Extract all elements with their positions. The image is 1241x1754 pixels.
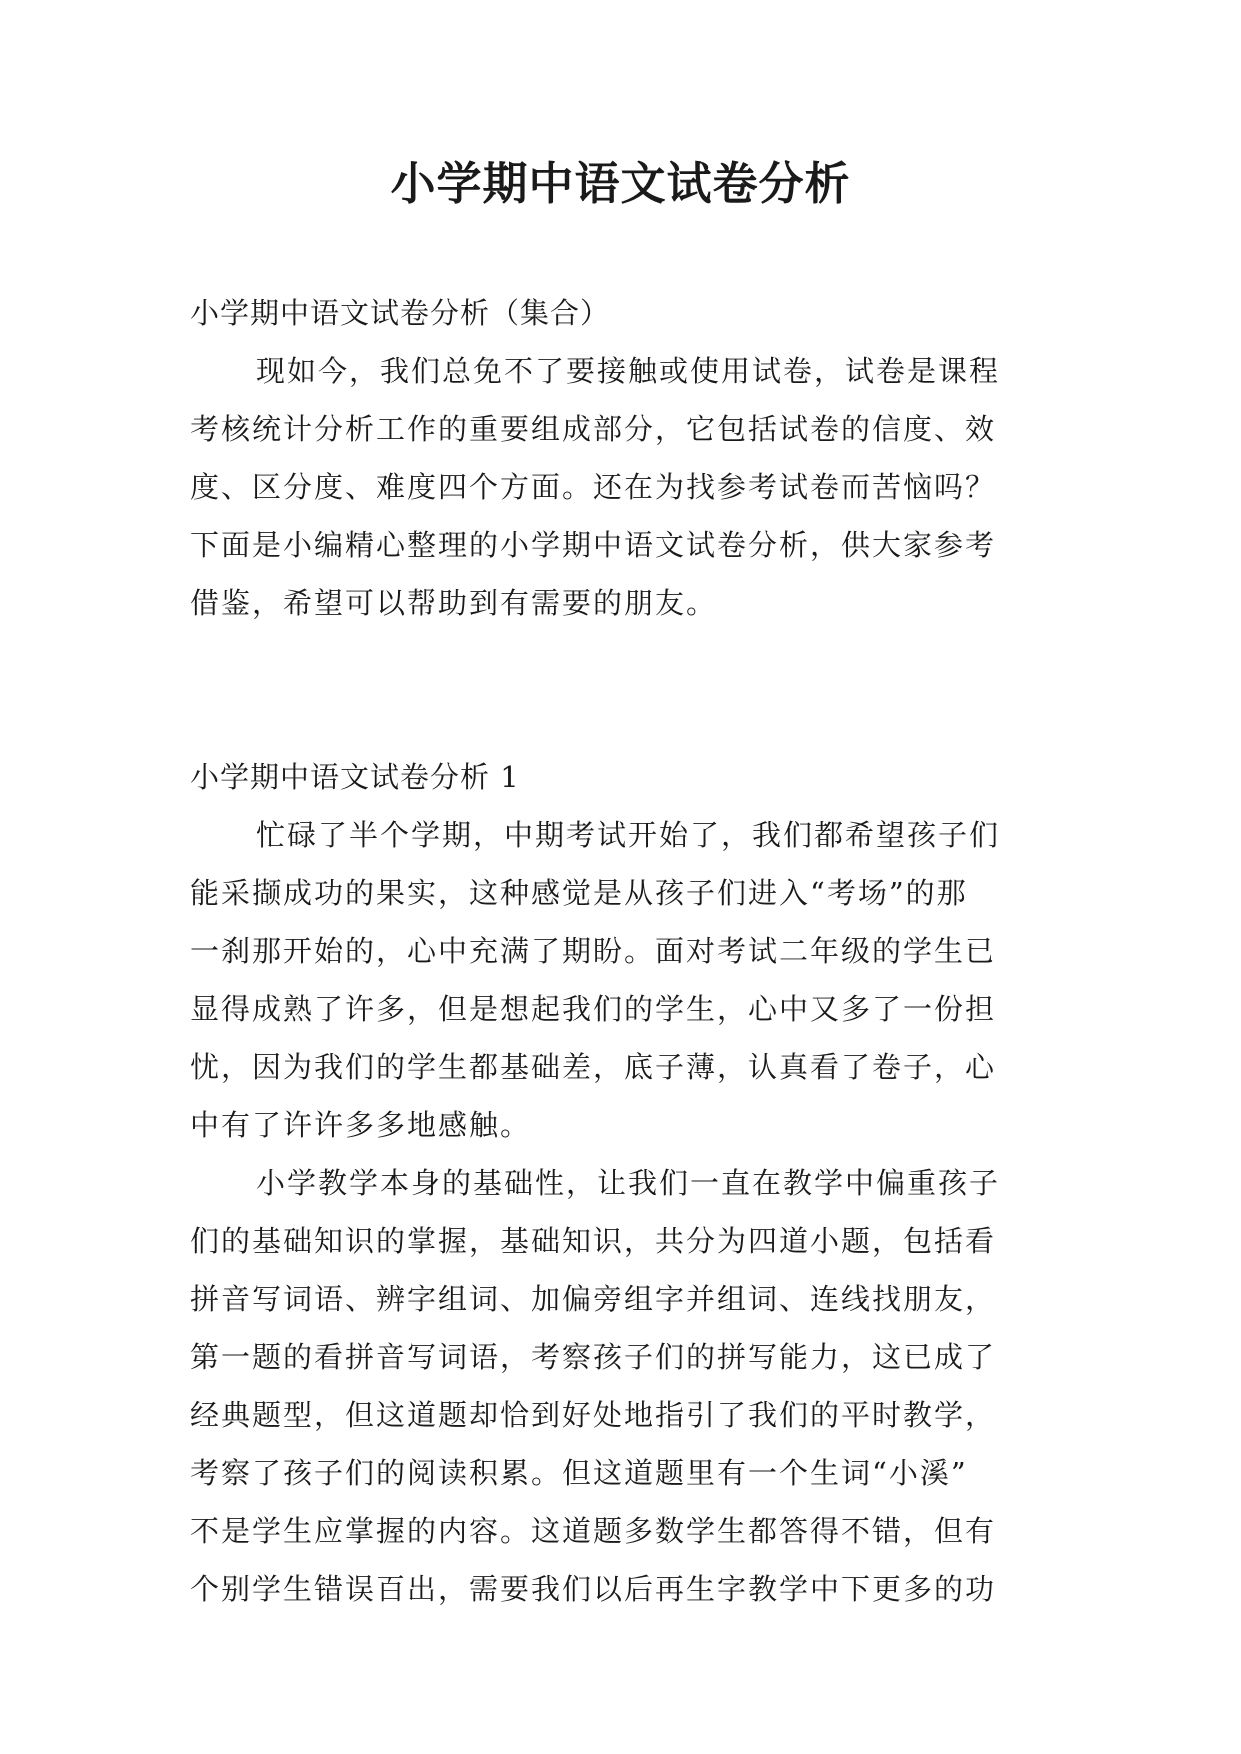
- paragraph-line: 个别学生错误百出，需要我们以后再生字教学中下更多的功: [190, 1572, 997, 1606]
- paragraph-line: 忧，因为我们的学生都基础差，底子薄，认真看了卷子，心: [190, 1050, 997, 1084]
- paragraph-line: 们的基础知识的掌握，基础知识，共分为四道小题，包括看: [190, 1224, 997, 1258]
- intro-line: 考核统计分析工作的重要组成部分，它包括试卷的信度、效: [190, 412, 997, 446]
- paragraph-line: 小学教学本身的基础性，让我们一直在教学中偏重孩子: [256, 1166, 1001, 1200]
- section1-paragraph-1: [190, 806, 1050, 1154]
- paragraph-line: 显得成熟了许多，但是想起我们的学生，心中又多了一份担: [190, 992, 997, 1026]
- paragraph-line: 第一题的看拼音写词语，考察孩子们的拼写能力，这已成了: [190, 1340, 997, 1374]
- paragraph-line: 一刹那开始的，心中充满了期盼。面对考试二年级的学生已: [190, 934, 997, 968]
- paragraph-line: 忙碌了半个学期，中期考试开始了，我们都希望孩子们: [256, 818, 1001, 852]
- section-heading: 小学期中语文试卷分析 1: [190, 760, 520, 794]
- paragraph-line: 不是学生应掌握的内容。这道题多数学生都答得不错，但有: [190, 1514, 997, 1548]
- intro-paragraph: [190, 342, 1050, 632]
- paragraph-line: 中有了许许多多地感触。: [190, 1108, 532, 1142]
- section-spacer: [190, 632, 1050, 748]
- document-body: [190, 284, 1050, 1618]
- intro-line: 下面是小编精心整理的小学期中语文试卷分析，供大家参考: [190, 528, 997, 562]
- intro-line: 度、区分度、难度四个方面。还在为找参考试卷而苦恼吗？: [190, 470, 997, 504]
- section1-paragraph-2: [190, 1154, 1050, 1618]
- document-title: 小学期中语文试卷分析: [390, 157, 851, 210]
- intro-line: 现如今，我们总免不了要接触或使用试卷，试卷是课程: [256, 354, 1001, 388]
- paragraph-line: 经典题型，但这道题却恰到好处地指引了我们的平时教学，: [190, 1398, 997, 1432]
- paragraph-line: 考察了孩子们的阅读积累。但这道题里有一个生词“小溪”: [190, 1456, 968, 1490]
- document-subtitle: 小学期中语文试卷分析（集合）: [190, 296, 611, 330]
- paragraph-line: 能采撷成功的果实，这种感觉是从孩子们进入“考场”的那: [190, 876, 968, 910]
- paragraph-line: 拼音写词语、辨字组词、加偏旁组字并组词、连线找朋友，: [190, 1282, 997, 1316]
- intro-line: 借鉴，希望可以帮助到有需要的朋友。: [190, 586, 718, 620]
